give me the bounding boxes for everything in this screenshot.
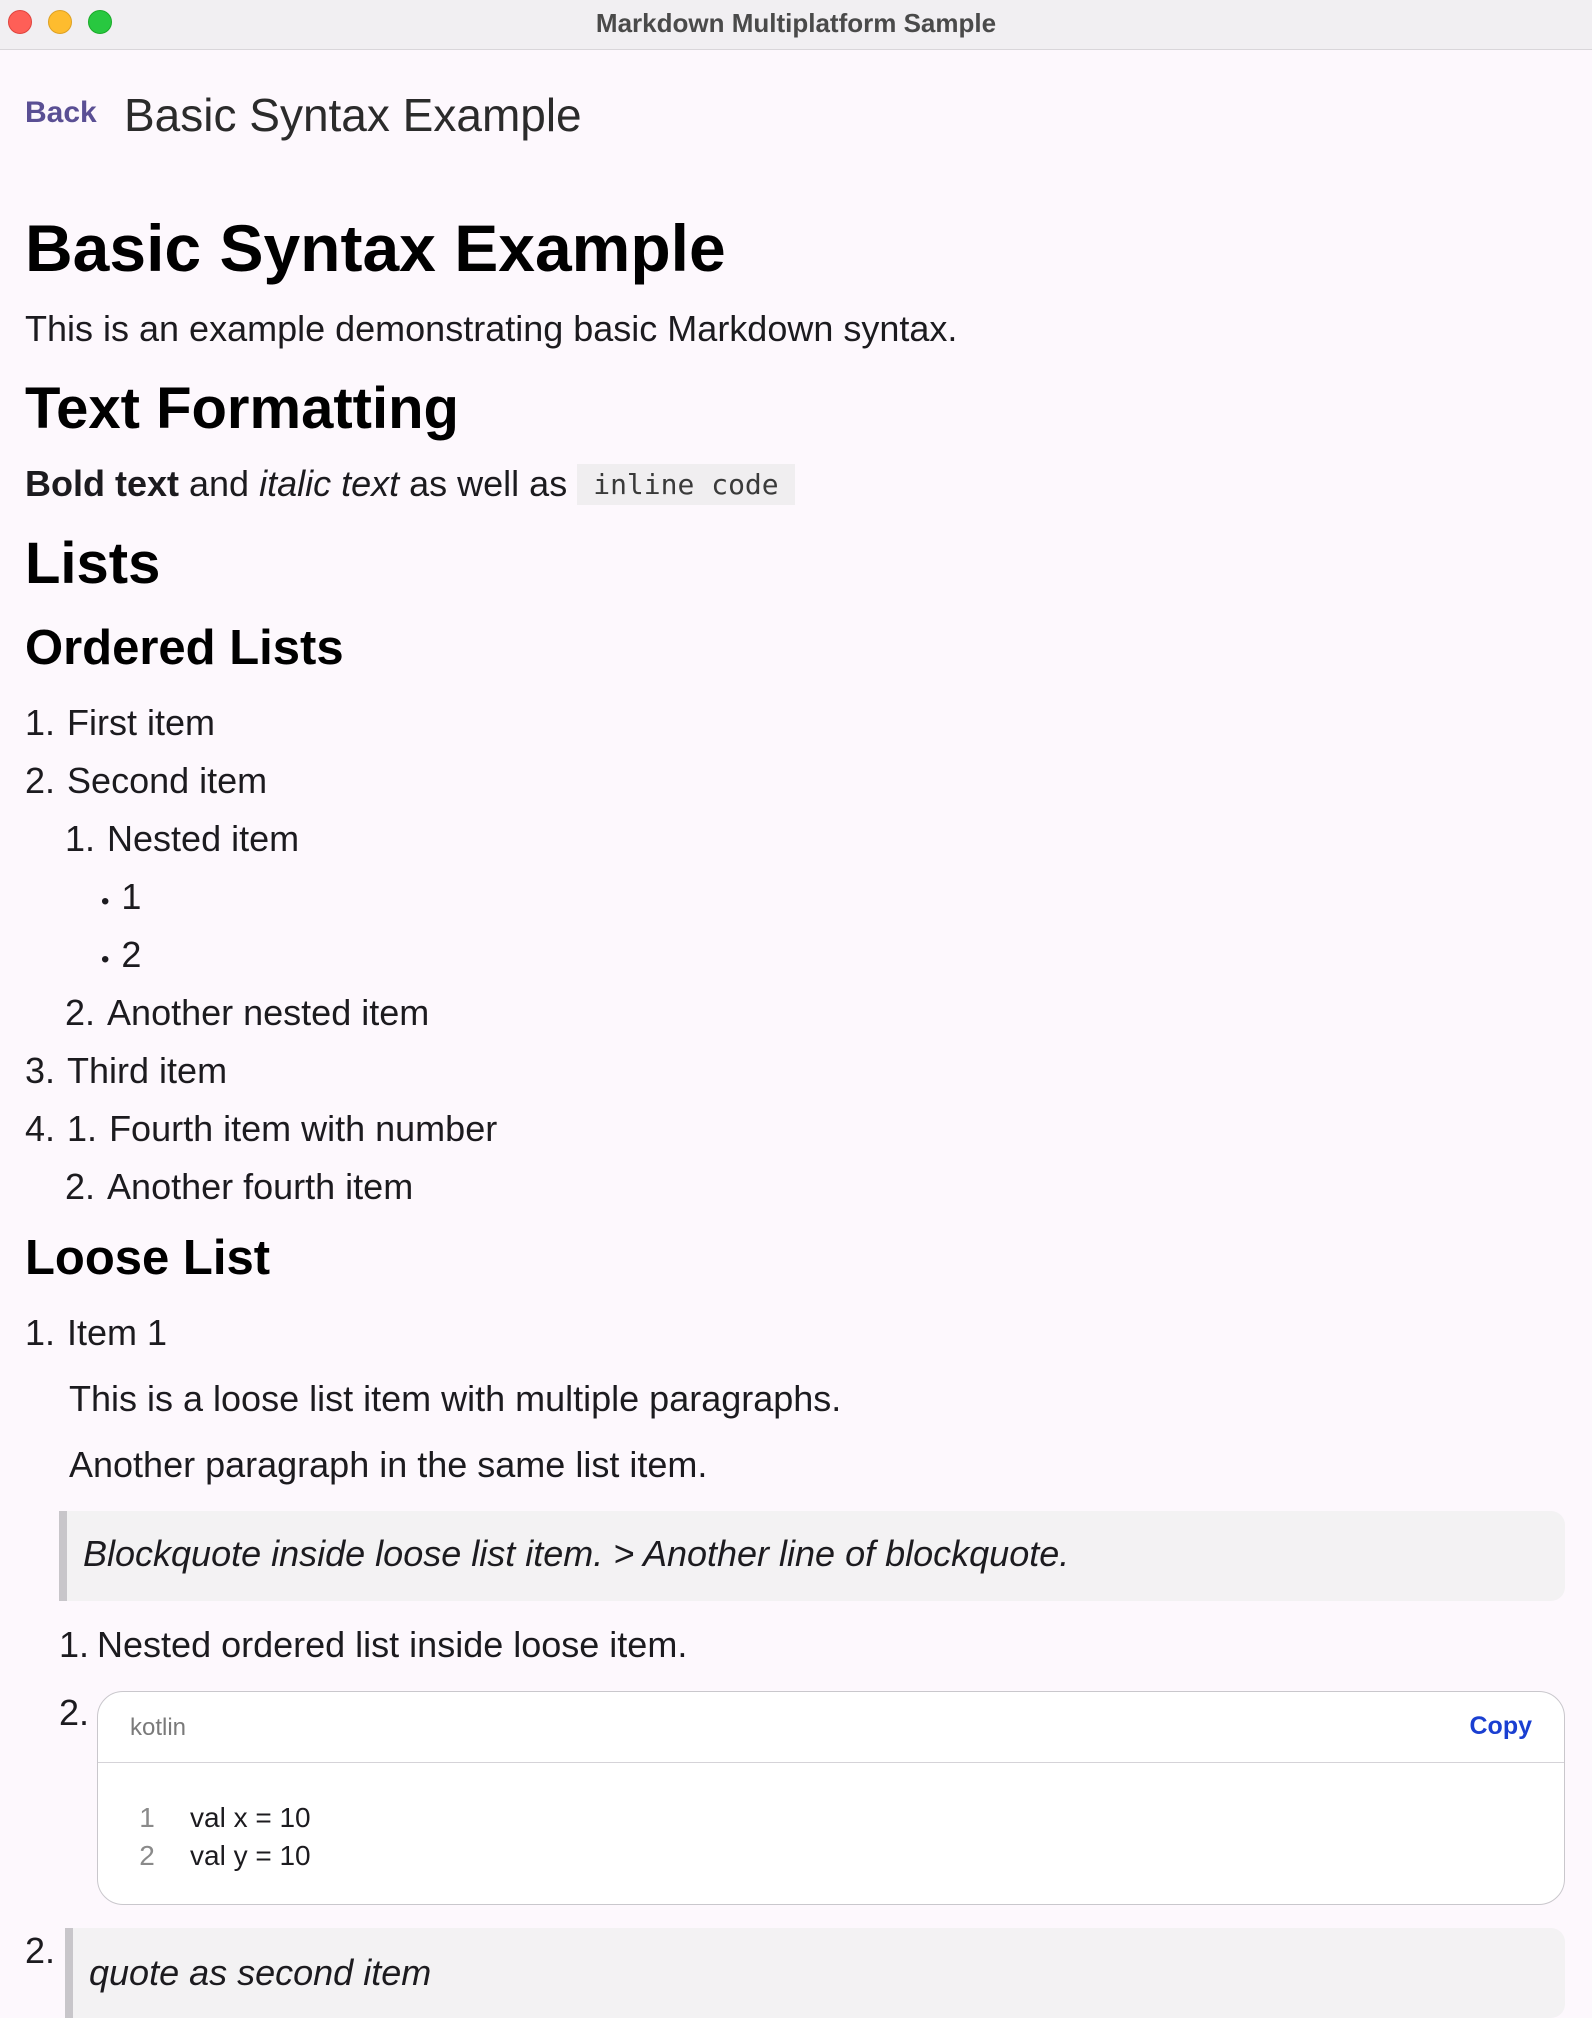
heading-lists: Lists (25, 531, 161, 596)
list-item (25, 1312, 167, 1354)
text-and: and (179, 463, 260, 504)
list-marker-quote (25, 1930, 55, 1972)
blockquote-text: quote as second item (89, 1952, 432, 1993)
list-item-text: Second item (67, 760, 268, 801)
bullet-item (101, 934, 141, 976)
list-marker-code (59, 1692, 89, 1734)
bullet-marker: • (101, 946, 110, 973)
copy-button[interactable]: Copy (1469, 1712, 1532, 1740)
loose-paragraph: This is a loose list item with multiple paragraphs. (69, 1378, 842, 1419)
list-item-text: Nested ordered list inside loose item. (97, 1624, 688, 1665)
code-language-label: kotlin (130, 1714, 187, 1741)
back-button[interactable]: Back (25, 96, 97, 129)
nested-list-item (59, 1624, 687, 1666)
window-title: Markdown Multiplatform Sample (595, 8, 997, 38)
loose-paragraph: Another paragraph in the same list item. (69, 1444, 708, 1485)
formatting-paragraph (25, 463, 795, 505)
code-line (122, 1802, 311, 1834)
bullet-marker: • (101, 888, 110, 915)
appbar-title: Basic Syntax Example (124, 89, 582, 141)
nested-list-item (65, 1166, 413, 1208)
list-marker: 2. (59, 1692, 90, 1733)
inline-code: inline code (577, 464, 794, 505)
heading-ordered-lists: Ordered Lists (25, 621, 344, 675)
bold-text: Bold text (25, 463, 180, 504)
list-marker: 1. (25, 702, 56, 743)
list-item-text: Third item (67, 1050, 228, 1091)
list-item-text: Fourth item with number (109, 1108, 498, 1149)
list-item-text: Nested item (107, 818, 300, 859)
blockquote-text: Blockquote inside loose list item. > Another line of blockquote. (83, 1533, 1070, 1574)
code-block (97, 1691, 1565, 1905)
intro-paragraph: This is an example demonstrating basic Markdown syntax. (25, 308, 958, 349)
list-item-text: Another fourth item (107, 1166, 414, 1207)
code-line (122, 1840, 311, 1872)
list-item-text: 2 (121, 934, 142, 975)
list-item-text: Item 1 (67, 1312, 168, 1353)
list-marker: 4. (25, 1108, 56, 1149)
list-item (25, 1108, 497, 1150)
list-marker: 2. (65, 1166, 96, 1207)
heading-loose-list: Loose List (25, 1231, 271, 1285)
list-item-text: 1 (121, 876, 142, 917)
list-marker: 1. (65, 818, 96, 859)
blockquote (59, 1511, 1565, 1601)
heading-1: Basic Syntax Example (25, 211, 726, 285)
heading-text-formatting: Text Formatting (25, 376, 459, 441)
blockquote (65, 1928, 1565, 2018)
bullet-item (101, 876, 141, 918)
list-marker: 1. (25, 1312, 56, 1353)
list-item (25, 702, 215, 744)
text-as-well-as: as well as (399, 463, 578, 504)
app-bar (0, 50, 1592, 180)
list-marker: 2. (25, 1930, 56, 1971)
list-marker: 1. (67, 1108, 98, 1149)
list-marker: 2. (65, 992, 96, 1033)
code-text: val x = 10 (190, 1802, 311, 1833)
list-marker: 3. (25, 1050, 56, 1091)
code-text: val y = 10 (190, 1840, 311, 1871)
line-number: 2 (139, 1840, 155, 1871)
list-item (25, 1050, 227, 1092)
nested-list-item (65, 992, 429, 1034)
list-item-text: Another nested item (107, 992, 430, 1033)
nested-list-item (65, 818, 299, 860)
italic-text: italic text (259, 463, 400, 504)
code-block-header (98, 1692, 1564, 1763)
line-number: 1 (139, 1802, 155, 1833)
list-item-text: First item (67, 702, 216, 743)
list-item (25, 760, 267, 802)
list-marker: 2. (25, 760, 56, 801)
window-titlebar (0, 0, 1592, 50)
list-marker: 1. (59, 1624, 90, 1665)
